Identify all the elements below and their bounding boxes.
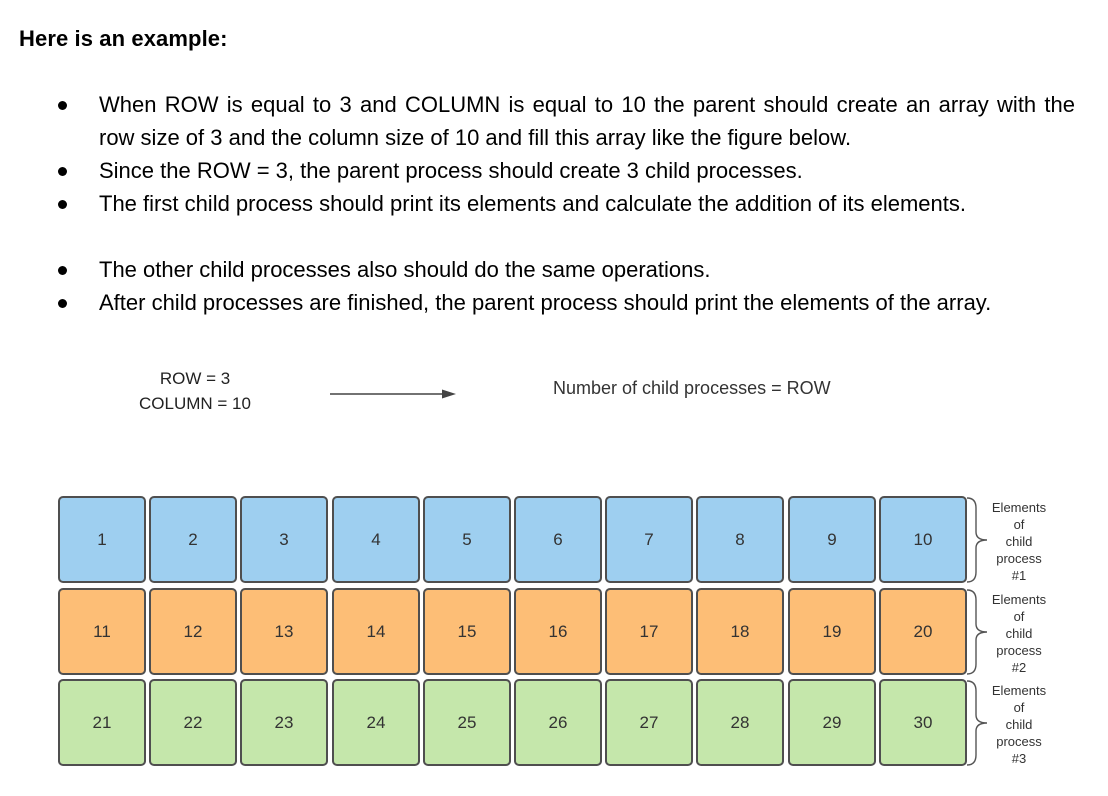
group-label-line: child [1005, 626, 1033, 641]
array-cell: 26 [514, 679, 602, 766]
list-item [0, 253, 1075, 286]
array-cell: 5 [423, 496, 511, 583]
bullet-icon [58, 101, 67, 110]
array-cell: 8 [696, 496, 784, 583]
list-item [0, 187, 1075, 253]
array-cell: 15 [423, 588, 511, 675]
list-item-text: When ROW is equal to 3 and COLUMN is equal to 10 the parent should create an array with the row size of 3 and the column size of 10 and fill this array like the figure below. [99, 92, 1075, 150]
group-label-line: of [1013, 700, 1025, 715]
group-label [985, 682, 1053, 767]
row-param: ROW = 3 [159, 369, 231, 388]
group-label-line: #3 [1011, 751, 1027, 766]
array-cell: 18 [696, 588, 784, 675]
group-label-line: Elements [991, 500, 1047, 515]
array-cell: 7 [605, 496, 693, 583]
list-item [0, 154, 1075, 187]
array-cell: 19 [788, 588, 876, 675]
group-label-line: process [996, 734, 1042, 749]
array-cell: 25 [423, 679, 511, 766]
group-label-line: child [1005, 534, 1033, 549]
array-cell: 4 [332, 496, 420, 583]
array-cell: 28 [696, 679, 784, 766]
column-param: COLUMN = 10 [139, 394, 251, 413]
group-label [985, 591, 1053, 676]
array-cell: 16 [514, 588, 602, 675]
group-label-line: of [1013, 517, 1025, 532]
array-cell: 23 [240, 679, 328, 766]
group-label [985, 499, 1053, 584]
array-cell: 22 [149, 679, 237, 766]
array-cell: 14 [332, 588, 420, 675]
parameters-label [100, 366, 290, 416]
array-cell: 3 [240, 496, 328, 583]
child-count-label: Number of child processes = ROW [553, 378, 831, 398]
array-cell: 12 [149, 588, 237, 675]
page-heading: Here is an example: [19, 26, 228, 51]
array-cell: 24 [332, 679, 420, 766]
array-cell: 20 [879, 588, 967, 675]
group-label-line: #2 [1011, 660, 1027, 675]
list-item [0, 286, 1075, 319]
bullet-icon [58, 200, 67, 209]
array-cell: 11 [58, 588, 146, 675]
array-cell: 27 [605, 679, 693, 766]
bullet-icon [58, 299, 67, 308]
array-cell: 6 [514, 496, 602, 583]
bullet-icon [58, 266, 67, 275]
array-cell: 30 [879, 679, 967, 766]
array-cell: 1 [58, 496, 146, 583]
array-cell: 17 [605, 588, 693, 675]
group-label-line: child [1005, 717, 1033, 732]
group-label-line: process [996, 551, 1042, 566]
group-label-line: #1 [1011, 568, 1027, 583]
list-item-text: After child processes are finished, the parent process should print the elements of the array. [99, 290, 992, 315]
requirements-list [0, 88, 1108, 319]
array-cell: 2 [149, 496, 237, 583]
list-item [0, 88, 1075, 154]
array-cell: 10 [879, 496, 967, 583]
list-item-text: Since the ROW = 3, the parent process should create 3 child processes. [99, 158, 803, 183]
group-label-line: process [996, 643, 1042, 658]
array-cell: 29 [788, 679, 876, 766]
bullet-icon [58, 167, 67, 176]
group-label-line: Elements [991, 683, 1047, 698]
list-item-text: The first child process should print its elements and calculate the addition of its elements. [99, 191, 967, 216]
group-label-line: of [1013, 609, 1025, 624]
arrow-right-icon [330, 388, 456, 400]
array-cell: 21 [58, 679, 146, 766]
array-cell: 13 [240, 588, 328, 675]
array-cell: 9 [788, 496, 876, 583]
group-label-line: Elements [991, 592, 1047, 607]
list-item-text: The other child processes also should do the same operations. [99, 257, 711, 282]
